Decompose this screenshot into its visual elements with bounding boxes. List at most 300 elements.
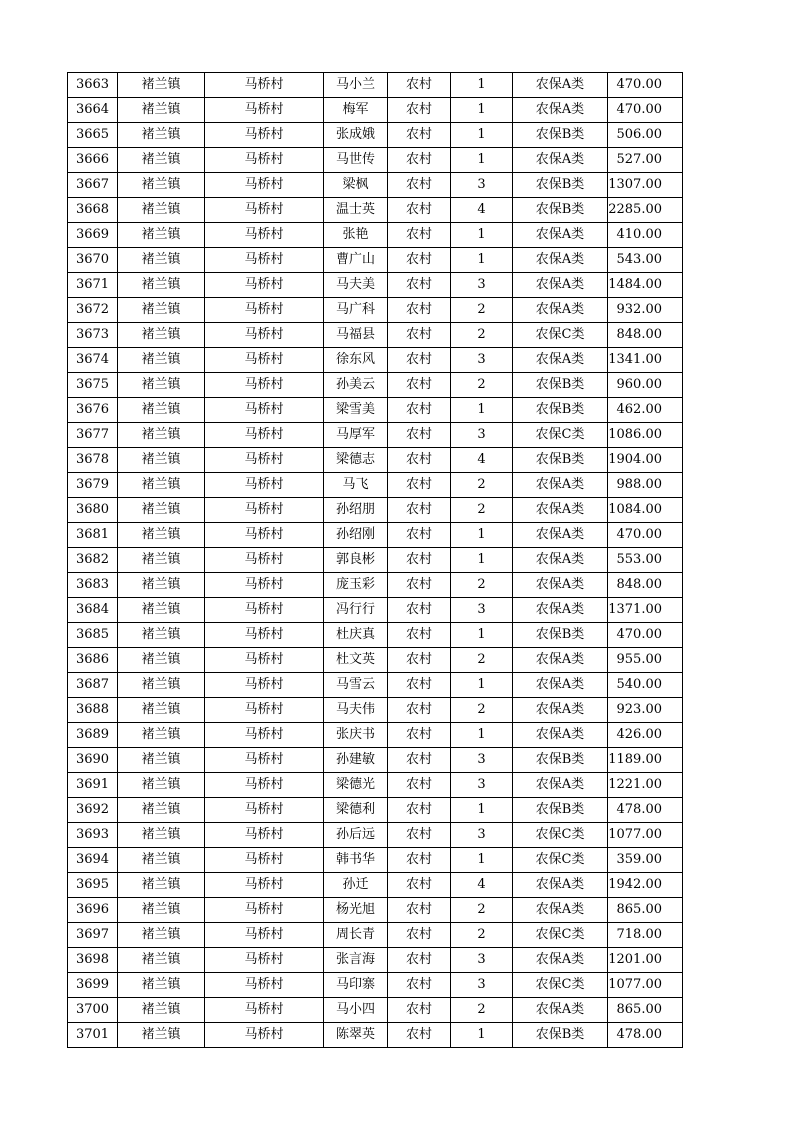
- household-count-cell: 1: [451, 398, 513, 423]
- household-count-cell: 1: [451, 98, 513, 123]
- insurance-category-cell: 农保B类: [513, 198, 608, 223]
- table-row: [68, 498, 683, 523]
- name-cell: 张庆书: [324, 723, 388, 748]
- table-row: [68, 148, 683, 173]
- town-cell: 褚兰镇: [118, 948, 205, 973]
- table-row: [68, 573, 683, 598]
- town-cell: 褚兰镇: [118, 673, 205, 698]
- name-cell: 孙绍朋: [324, 498, 388, 523]
- name-cell: 梁雪美: [324, 398, 388, 423]
- residence-type-cell: 农村: [388, 823, 451, 848]
- residence-type-cell: 农村: [388, 73, 451, 98]
- village-cell: 马桥村: [205, 298, 324, 323]
- name-cell: 孙迁: [324, 873, 388, 898]
- household-count-cell: 1: [451, 523, 513, 548]
- row-number: 3683: [68, 573, 118, 598]
- village-cell: 马桥村: [205, 548, 324, 573]
- household-count-cell: 1: [451, 123, 513, 148]
- amount-cell: 1201.00: [608, 948, 683, 973]
- table-row: [68, 948, 683, 973]
- amount-cell: 426.00: [608, 723, 683, 748]
- amount-cell: 923.00: [608, 698, 683, 723]
- row-number: 3696: [68, 898, 118, 923]
- town-cell: 褚兰镇: [118, 473, 205, 498]
- row-number: 3671: [68, 273, 118, 298]
- name-cell: 温士英: [324, 198, 388, 223]
- residence-type-cell: 农村: [388, 998, 451, 1023]
- household-count-cell: 2: [451, 998, 513, 1023]
- town-cell: 褚兰镇: [118, 798, 205, 823]
- row-number: 3700: [68, 998, 118, 1023]
- name-cell: 孙建敏: [324, 748, 388, 773]
- town-cell: 褚兰镇: [118, 573, 205, 598]
- amount-cell: 1904.00: [608, 448, 683, 473]
- row-number: 3687: [68, 673, 118, 698]
- village-cell: 马桥村: [205, 923, 324, 948]
- amount-cell: 410.00: [608, 223, 683, 248]
- row-number: 3664: [68, 98, 118, 123]
- town-cell: 褚兰镇: [118, 548, 205, 573]
- roster-table: [67, 72, 683, 1048]
- residence-type-cell: 农村: [388, 898, 451, 923]
- insurance-category-cell: 农保A类: [513, 223, 608, 248]
- insurance-category-cell: 农保C类: [513, 823, 608, 848]
- insurance-category-cell: 农保C类: [513, 423, 608, 448]
- insurance-category-cell: 农保B类: [513, 1023, 608, 1048]
- table-row: [68, 1023, 683, 1048]
- residence-type-cell: 农村: [388, 798, 451, 823]
- town-cell: 褚兰镇: [118, 748, 205, 773]
- name-cell: 梁德光: [324, 773, 388, 798]
- table-row: [68, 398, 683, 423]
- table-row: [68, 273, 683, 298]
- household-count-cell: 3: [451, 973, 513, 998]
- roster-body: [68, 73, 683, 1048]
- row-number: 3685: [68, 623, 118, 648]
- amount-cell: 470.00: [608, 98, 683, 123]
- village-cell: 马桥村: [205, 373, 324, 398]
- household-count-cell: 4: [451, 198, 513, 223]
- amount-cell: 359.00: [608, 848, 683, 873]
- row-number: 3665: [68, 123, 118, 148]
- residence-type-cell: 农村: [388, 848, 451, 873]
- table-row: [68, 323, 683, 348]
- town-cell: 褚兰镇: [118, 723, 205, 748]
- name-cell: 孙美云: [324, 373, 388, 398]
- name-cell: 马厚军: [324, 423, 388, 448]
- row-number: 3694: [68, 848, 118, 873]
- household-count-cell: 2: [451, 698, 513, 723]
- town-cell: 褚兰镇: [118, 173, 205, 198]
- table-row: [68, 973, 683, 998]
- residence-type-cell: 农村: [388, 248, 451, 273]
- amount-cell: 1084.00: [608, 498, 683, 523]
- household-count-cell: 4: [451, 873, 513, 898]
- table-row: [68, 998, 683, 1023]
- amount-cell: 543.00: [608, 248, 683, 273]
- residence-type-cell: 农村: [388, 148, 451, 173]
- table-row: [68, 423, 683, 448]
- name-cell: 马雪云: [324, 673, 388, 698]
- insurance-category-cell: 农保B类: [513, 798, 608, 823]
- residence-type-cell: 农村: [388, 323, 451, 348]
- amount-cell: 865.00: [608, 898, 683, 923]
- household-count-cell: 2: [451, 898, 513, 923]
- household-count-cell: 2: [451, 323, 513, 348]
- row-number: 3690: [68, 748, 118, 773]
- village-cell: 马桥村: [205, 223, 324, 248]
- residence-type-cell: 农村: [388, 773, 451, 798]
- household-count-cell: 2: [451, 298, 513, 323]
- row-number: 3699: [68, 973, 118, 998]
- town-cell: 褚兰镇: [118, 373, 205, 398]
- village-cell: 马桥村: [205, 273, 324, 298]
- table-row: [68, 98, 683, 123]
- insurance-category-cell: 农保A类: [513, 148, 608, 173]
- insurance-category-cell: 农保A类: [513, 498, 608, 523]
- amount-cell: 540.00: [608, 673, 683, 698]
- amount-cell: 470.00: [608, 73, 683, 98]
- name-cell: 马世传: [324, 148, 388, 173]
- amount-cell: 1307.00: [608, 173, 683, 198]
- row-number: 3684: [68, 598, 118, 623]
- row-number: 3698: [68, 948, 118, 973]
- name-cell: 马广科: [324, 298, 388, 323]
- insurance-category-cell: 农保A类: [513, 73, 608, 98]
- row-number: 3668: [68, 198, 118, 223]
- household-count-cell: 1: [451, 623, 513, 648]
- town-cell: 褚兰镇: [118, 998, 205, 1023]
- amount-cell: 960.00: [608, 373, 683, 398]
- amount-cell: 848.00: [608, 323, 683, 348]
- amount-cell: 1077.00: [608, 823, 683, 848]
- row-number: 3693: [68, 823, 118, 848]
- household-count-cell: 1: [451, 848, 513, 873]
- name-cell: 马小四: [324, 998, 388, 1023]
- insurance-category-cell: 农保A类: [513, 523, 608, 548]
- amount-cell: 1086.00: [608, 423, 683, 448]
- residence-type-cell: 农村: [388, 398, 451, 423]
- town-cell: 褚兰镇: [118, 98, 205, 123]
- town-cell: 褚兰镇: [118, 448, 205, 473]
- name-cell: 张言海: [324, 948, 388, 973]
- household-count-cell: 1: [451, 723, 513, 748]
- town-cell: 褚兰镇: [118, 398, 205, 423]
- town-cell: 褚兰镇: [118, 498, 205, 523]
- table-row: [68, 748, 683, 773]
- amount-cell: 1077.00: [608, 973, 683, 998]
- town-cell: 褚兰镇: [118, 873, 205, 898]
- insurance-category-cell: 农保C类: [513, 848, 608, 873]
- amount-cell: 478.00: [608, 798, 683, 823]
- name-cell: 马小兰: [324, 73, 388, 98]
- name-cell: 杨光旭: [324, 898, 388, 923]
- amount-cell: 865.00: [608, 998, 683, 1023]
- residence-type-cell: 农村: [388, 373, 451, 398]
- insurance-category-cell: 农保A类: [513, 348, 608, 373]
- household-count-cell: 2: [451, 473, 513, 498]
- town-cell: 褚兰镇: [118, 898, 205, 923]
- row-number: 3680: [68, 498, 118, 523]
- name-cell: 冯行行: [324, 598, 388, 623]
- village-cell: 马桥村: [205, 498, 324, 523]
- row-number: 3697: [68, 923, 118, 948]
- household-count-cell: 1: [451, 248, 513, 273]
- residence-type-cell: 农村: [388, 648, 451, 673]
- residence-type-cell: 农村: [388, 423, 451, 448]
- table-row: [68, 548, 683, 573]
- household-count-cell: 2: [451, 923, 513, 948]
- amount-cell: 1371.00: [608, 598, 683, 623]
- insurance-category-cell: 农保A类: [513, 948, 608, 973]
- residence-type-cell: 农村: [388, 623, 451, 648]
- household-count-cell: 1: [451, 1023, 513, 1048]
- table-row: [68, 298, 683, 323]
- town-cell: 褚兰镇: [118, 273, 205, 298]
- residence-type-cell: 农村: [388, 198, 451, 223]
- village-cell: 马桥村: [205, 948, 324, 973]
- village-cell: 马桥村: [205, 323, 324, 348]
- insurance-category-cell: 农保A类: [513, 723, 608, 748]
- insurance-category-cell: 农保A类: [513, 648, 608, 673]
- name-cell: 梅军: [324, 98, 388, 123]
- row-number: 3679: [68, 473, 118, 498]
- table-row: [68, 673, 683, 698]
- name-cell: 梁德志: [324, 448, 388, 473]
- village-cell: 马桥村: [205, 748, 324, 773]
- household-count-cell: 2: [451, 573, 513, 598]
- residence-type-cell: 农村: [388, 298, 451, 323]
- town-cell: 褚兰镇: [118, 598, 205, 623]
- town-cell: 褚兰镇: [118, 248, 205, 273]
- town-cell: 褚兰镇: [118, 698, 205, 723]
- village-cell: 马桥村: [205, 673, 324, 698]
- village-cell: 马桥村: [205, 723, 324, 748]
- table-row: [68, 198, 683, 223]
- residence-type-cell: 农村: [388, 523, 451, 548]
- table-row: [68, 523, 683, 548]
- insurance-category-cell: 农保C类: [513, 923, 608, 948]
- table-row: [68, 823, 683, 848]
- row-number: 3689: [68, 723, 118, 748]
- row-number: 3695: [68, 873, 118, 898]
- table-row: [68, 623, 683, 648]
- row-number: 3676: [68, 398, 118, 423]
- name-cell: 庞玉彩: [324, 573, 388, 598]
- town-cell: 褚兰镇: [118, 423, 205, 448]
- residence-type-cell: 农村: [388, 698, 451, 723]
- household-count-cell: 2: [451, 498, 513, 523]
- town-cell: 褚兰镇: [118, 773, 205, 798]
- town-cell: 褚兰镇: [118, 323, 205, 348]
- name-cell: 马印寨: [324, 973, 388, 998]
- row-number: 3672: [68, 298, 118, 323]
- village-cell: 马桥村: [205, 598, 324, 623]
- residence-type-cell: 农村: [388, 173, 451, 198]
- row-number: 3682: [68, 548, 118, 573]
- amount-cell: 988.00: [608, 473, 683, 498]
- row-number: 3686: [68, 648, 118, 673]
- residence-type-cell: 农村: [388, 873, 451, 898]
- residence-type-cell: 农村: [388, 548, 451, 573]
- amount-cell: 470.00: [608, 523, 683, 548]
- household-count-cell: 2: [451, 373, 513, 398]
- household-count-cell: 1: [451, 673, 513, 698]
- residence-type-cell: 农村: [388, 673, 451, 698]
- household-count-cell: 1: [451, 223, 513, 248]
- insurance-category-cell: 农保A类: [513, 273, 608, 298]
- household-count-cell: 1: [451, 148, 513, 173]
- insurance-category-cell: 农保A类: [513, 998, 608, 1023]
- residence-type-cell: 农村: [388, 123, 451, 148]
- town-cell: 褚兰镇: [118, 123, 205, 148]
- name-cell: 马福县: [324, 323, 388, 348]
- village-cell: 马桥村: [205, 823, 324, 848]
- insurance-category-cell: 农保A类: [513, 773, 608, 798]
- town-cell: 褚兰镇: [118, 923, 205, 948]
- name-cell: 张艳: [324, 223, 388, 248]
- village-cell: 马桥村: [205, 798, 324, 823]
- amount-cell: 932.00: [608, 298, 683, 323]
- village-cell: 马桥村: [205, 898, 324, 923]
- row-number: 3691: [68, 773, 118, 798]
- residence-type-cell: 农村: [388, 498, 451, 523]
- row-number: 3675: [68, 373, 118, 398]
- household-count-cell: 2: [451, 648, 513, 673]
- insurance-category-cell: 农保A类: [513, 898, 608, 923]
- insurance-category-cell: 农保A类: [513, 873, 608, 898]
- amount-cell: 553.00: [608, 548, 683, 573]
- table-row: [68, 698, 683, 723]
- insurance-category-cell: 农保B类: [513, 448, 608, 473]
- town-cell: 褚兰镇: [118, 1023, 205, 1048]
- household-count-cell: 4: [451, 448, 513, 473]
- table-row: [68, 773, 683, 798]
- residence-type-cell: 农村: [388, 473, 451, 498]
- name-cell: 韩书华: [324, 848, 388, 873]
- household-count-cell: 3: [451, 748, 513, 773]
- name-cell: 梁德利: [324, 798, 388, 823]
- insurance-category-cell: 农保B类: [513, 373, 608, 398]
- amount-cell: 470.00: [608, 623, 683, 648]
- row-number: 3673: [68, 323, 118, 348]
- village-cell: 马桥村: [205, 73, 324, 98]
- town-cell: 褚兰镇: [118, 198, 205, 223]
- insurance-category-cell: 农保A类: [513, 98, 608, 123]
- household-count-cell: 3: [451, 173, 513, 198]
- residence-type-cell: 农村: [388, 923, 451, 948]
- name-cell: 周长青: [324, 923, 388, 948]
- household-count-cell: 3: [451, 598, 513, 623]
- row-number: 3670: [68, 248, 118, 273]
- name-cell: 马飞: [324, 473, 388, 498]
- amount-cell: 527.00: [608, 148, 683, 173]
- village-cell: 马桥村: [205, 873, 324, 898]
- amount-cell: 1189.00: [608, 748, 683, 773]
- village-cell: 马桥村: [205, 973, 324, 998]
- table-row: [68, 598, 683, 623]
- insurance-category-cell: 农保A类: [513, 248, 608, 273]
- insurance-category-cell: 农保B类: [513, 748, 608, 773]
- household-count-cell: 1: [451, 73, 513, 98]
- table-row: [68, 373, 683, 398]
- insurance-category-cell: 农保B类: [513, 398, 608, 423]
- household-count-cell: 1: [451, 548, 513, 573]
- village-cell: 马桥村: [205, 698, 324, 723]
- name-cell: 杜庆真: [324, 623, 388, 648]
- amount-cell: 462.00: [608, 398, 683, 423]
- residence-type-cell: 农村: [388, 448, 451, 473]
- town-cell: 褚兰镇: [118, 623, 205, 648]
- table-row: [68, 873, 683, 898]
- town-cell: 褚兰镇: [118, 848, 205, 873]
- village-cell: 马桥村: [205, 423, 324, 448]
- village-cell: 马桥村: [205, 123, 324, 148]
- table-row: [68, 723, 683, 748]
- name-cell: 马夫美: [324, 273, 388, 298]
- amount-cell: 1341.00: [608, 348, 683, 373]
- table-row: [68, 473, 683, 498]
- name-cell: 梁枫: [324, 173, 388, 198]
- village-cell: 马桥村: [205, 648, 324, 673]
- village-cell: 马桥村: [205, 1023, 324, 1048]
- name-cell: 马夫伟: [324, 698, 388, 723]
- residence-type-cell: 农村: [388, 948, 451, 973]
- household-count-cell: 3: [451, 948, 513, 973]
- name-cell: 曹广山: [324, 248, 388, 273]
- insurance-category-cell: 农保A类: [513, 473, 608, 498]
- name-cell: 郭良彬: [324, 548, 388, 573]
- table-row: [68, 848, 683, 873]
- table-row: [68, 123, 683, 148]
- row-number: 3688: [68, 698, 118, 723]
- amount-cell: 1221.00: [608, 773, 683, 798]
- village-cell: 马桥村: [205, 198, 324, 223]
- insurance-category-cell: 农保B类: [513, 123, 608, 148]
- residence-type-cell: 农村: [388, 598, 451, 623]
- table-row: [68, 648, 683, 673]
- village-cell: 马桥村: [205, 173, 324, 198]
- household-count-cell: 3: [451, 273, 513, 298]
- village-cell: 马桥村: [205, 398, 324, 423]
- amount-cell: 1942.00: [608, 873, 683, 898]
- residence-type-cell: 农村: [388, 723, 451, 748]
- household-count-cell: 3: [451, 823, 513, 848]
- row-number: 3667: [68, 173, 118, 198]
- residence-type-cell: 农村: [388, 748, 451, 773]
- name-cell: 陈翠英: [324, 1023, 388, 1048]
- insurance-category-cell: 农保A类: [513, 548, 608, 573]
- village-cell: 马桥村: [205, 473, 324, 498]
- amount-cell: 955.00: [608, 648, 683, 673]
- town-cell: 褚兰镇: [118, 298, 205, 323]
- village-cell: 马桥村: [205, 573, 324, 598]
- village-cell: 马桥村: [205, 448, 324, 473]
- town-cell: 褚兰镇: [118, 523, 205, 548]
- household-count-cell: 3: [451, 423, 513, 448]
- insurance-category-cell: 农保A类: [513, 298, 608, 323]
- amount-cell: 506.00: [608, 123, 683, 148]
- town-cell: 褚兰镇: [118, 823, 205, 848]
- insurance-category-cell: 农保A类: [513, 573, 608, 598]
- household-count-cell: 3: [451, 773, 513, 798]
- row-number: 3677: [68, 423, 118, 448]
- village-cell: 马桥村: [205, 848, 324, 873]
- residence-type-cell: 农村: [388, 98, 451, 123]
- residence-type-cell: 农村: [388, 223, 451, 248]
- insurance-category-cell: 农保C类: [513, 323, 608, 348]
- insurance-category-cell: 农保A类: [513, 698, 608, 723]
